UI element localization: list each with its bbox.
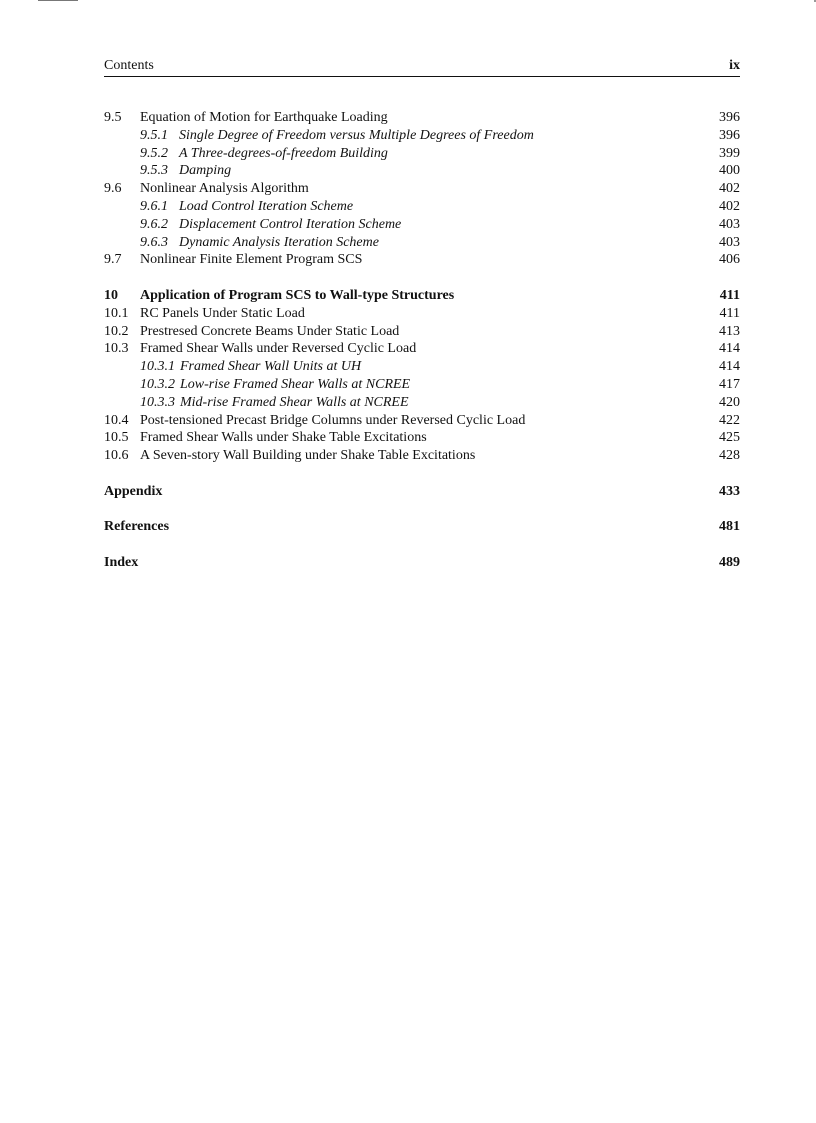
- toc-number: 9.6: [104, 181, 122, 197]
- toc-page: 417: [719, 376, 740, 392]
- toc-title: Index: [104, 554, 139, 570]
- toc-title: Appendix: [104, 483, 163, 499]
- toc-page: 414: [719, 341, 740, 357]
- toc-page: 413: [719, 323, 740, 339]
- toc-number: 9.7: [104, 252, 122, 268]
- toc-page: 400: [719, 163, 740, 179]
- toc-page: 428: [719, 448, 740, 464]
- spacer: [104, 501, 740, 519]
- page-number-roman: ix: [729, 58, 740, 73]
- toc-page: 489: [719, 554, 740, 570]
- toc-number: 9.6.1: [140, 198, 168, 214]
- toc-number: 9.5.2: [140, 145, 168, 161]
- toc-page: 411: [719, 287, 740, 303]
- spacer: [104, 269, 740, 287]
- toc-entry-10-6: [104, 447, 740, 465]
- toc-page: 414: [719, 359, 740, 375]
- toc-number: 10.3.2: [140, 376, 175, 392]
- toc-entry-9-6-3: [104, 234, 740, 252]
- toc-appendix: [104, 483, 740, 501]
- toc-entry-10-3-3: [104, 394, 740, 412]
- toc-chapter-10: [104, 287, 740, 305]
- toc-entry-9-6: [104, 180, 740, 198]
- toc-title: Damping: [179, 163, 232, 179]
- toc-entry-10-3: [104, 340, 740, 358]
- toc-entry-9-5-1: [104, 127, 740, 145]
- running-head-title: Contents: [104, 58, 154, 73]
- toc-title: Nonlinear Finite Element Program SCS: [140, 252, 363, 268]
- toc-entry-9-6-1: [104, 198, 740, 216]
- toc-title: A Seven-story Wall Building under Shake Table Excitations: [140, 448, 476, 464]
- toc-page: 396: [719, 127, 740, 143]
- toc-number: 10.6: [104, 448, 129, 464]
- toc-number: 9.6.3: [140, 234, 168, 250]
- toc-title: Nonlinear Analysis Algorithm: [140, 181, 309, 197]
- toc-number: 10.3.1: [140, 359, 175, 375]
- toc-page: 406: [719, 252, 740, 268]
- toc-entry-10-2: [104, 323, 740, 341]
- toc-number: 10: [104, 287, 118, 303]
- toc-page: 399: [719, 145, 740, 161]
- toc-number: 10.5: [104, 430, 129, 446]
- toc-index: [104, 554, 740, 572]
- toc-page: 425: [719, 430, 740, 446]
- toc-references: [104, 518, 740, 536]
- toc-page: 422: [719, 412, 740, 428]
- toc-title: Mid-rise Framed Shear Walls at NCREE: [180, 394, 409, 410]
- toc-number: 10.4: [104, 412, 129, 428]
- toc-title: Framed Shear Wall Units at UH: [180, 359, 362, 375]
- toc-number: 9.5.3: [140, 163, 168, 179]
- toc-page: 402: [719, 181, 740, 197]
- toc-number: 9.6.2: [140, 216, 168, 232]
- toc-title: Load Control Iteration Scheme: [179, 198, 354, 214]
- toc-entry-10-3-2: [104, 376, 740, 394]
- toc-entry-10-3-1: [104, 358, 740, 376]
- toc-title: Post-tensioned Precast Bridge Columns under Reversed Cyclic Load: [140, 412, 526, 428]
- toc-entry-10-1: [104, 305, 740, 323]
- toc-entry-10-4: [104, 412, 740, 430]
- toc-title: Prestresed Concrete Beams Under Static Load: [140, 323, 400, 339]
- toc-entry-9-5: [104, 109, 740, 127]
- toc-title: A Three-degrees-of-freedom Building: [179, 145, 388, 161]
- toc-entry-9-7: [104, 251, 740, 269]
- toc-number: 10.3.3: [140, 394, 175, 410]
- toc-entry-9-5-3: [104, 162, 740, 180]
- toc-number: 10.3: [104, 341, 129, 357]
- toc-number: 9.5.1: [140, 127, 168, 143]
- toc-title: Displacement Control Iteration Scheme: [179, 216, 402, 232]
- toc-page: 403: [719, 234, 740, 250]
- toc-entry-10-5: [104, 429, 740, 447]
- toc-page: 411: [719, 305, 740, 321]
- toc-page: 396: [719, 110, 740, 125]
- toc-title: Equation of Motion for Earthquake Loading: [140, 110, 388, 125]
- crop-mark: [38, 0, 78, 1]
- spacer: [104, 465, 740, 483]
- toc-entry-9-5-2: [104, 145, 740, 163]
- toc-page: 403: [719, 216, 740, 232]
- toc-number: 10.1: [104, 305, 129, 321]
- toc-title: Framed Shear Walls under Reversed Cyclic Load: [140, 341, 417, 357]
- toc-title: Application of Program SCS to Wall-type Structures: [140, 287, 455, 303]
- toc-title: RC Panels Under Static Load: [140, 305, 305, 321]
- toc-title: References: [104, 519, 170, 535]
- toc-page: 402: [719, 198, 740, 214]
- toc-title: Framed Shear Walls under Shake Table Excitations: [140, 430, 427, 446]
- toc-number: 10.2: [104, 323, 129, 339]
- toc-number: 9.5: [104, 110, 122, 125]
- toc-title: Low-rise Framed Shear Walls at NCREE: [180, 376, 411, 392]
- toc-page: 420: [719, 394, 740, 410]
- toc-page: 433: [719, 483, 740, 499]
- toc-title: Dynamic Analysis Iteration Scheme: [179, 234, 379, 250]
- running-head: [104, 56, 740, 77]
- toc-page: 481: [719, 519, 740, 535]
- toc-title: Single Degree of Freedom versus Multiple Degrees of Freedom: [179, 127, 534, 143]
- toc-entry-9-6-2: [104, 216, 740, 234]
- table-of-contents: [104, 109, 740, 572]
- spacer: [104, 536, 740, 554]
